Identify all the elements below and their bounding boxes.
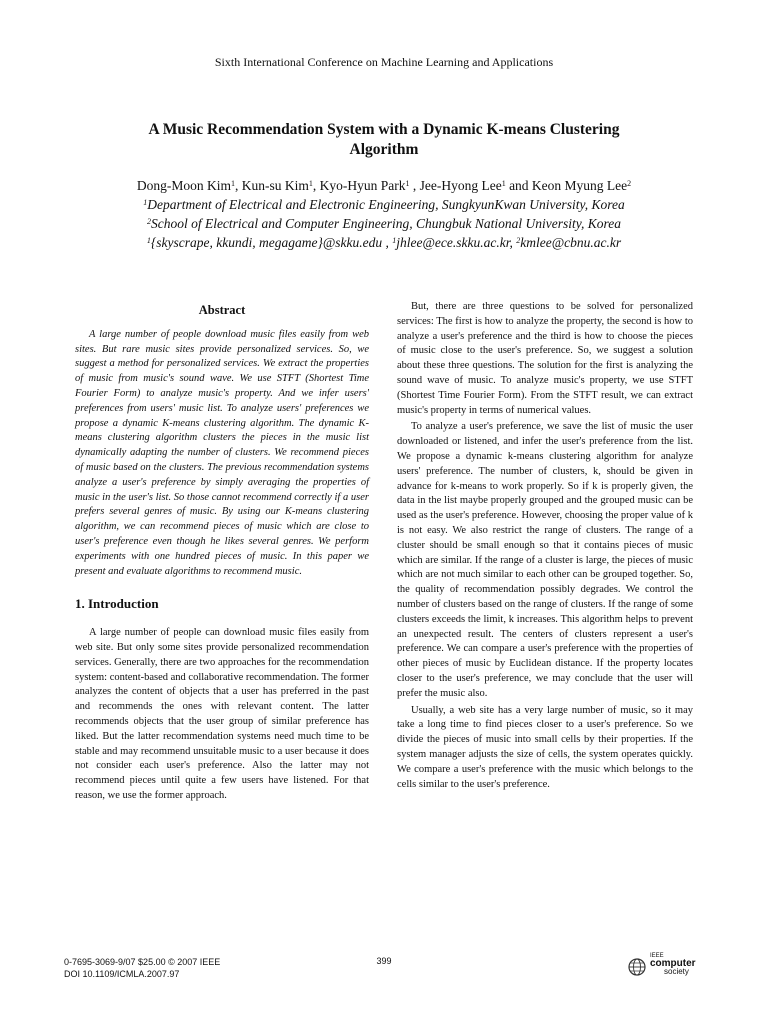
author-list — [40, 176, 728, 195]
email-sup: 1 — [392, 236, 397, 245]
author-sup: 2 — [627, 179, 632, 188]
title-line-1: A Music Recommendation System with a Dynamic K-means Clustering — [148, 121, 620, 138]
right-column — [397, 300, 693, 794]
affiliation-2 — [40, 214, 728, 233]
logo-line-3: society — [664, 967, 689, 976]
affiliation-text: Department of Electrical and Electronic Engineering, SungkyunKwan University, Korea — [147, 197, 625, 212]
affiliation-sup: 2 — [146, 217, 151, 226]
logo-line-2: computer — [650, 958, 696, 969]
author-sup: 1 — [230, 179, 235, 188]
affiliation-text: School of Electrical and Computer Engineering, Chungbuk National University, Korea — [150, 216, 622, 231]
logo-line-1: IEEE — [650, 953, 664, 959]
author-sup: 1 — [501, 179, 506, 188]
author-name: Dong-Moon Kim — [136, 178, 231, 193]
left-column — [75, 300, 369, 806]
intro-paragraph-3: To analyze a user's preference, we save the list of music the user downloaded or listened, and infer the user's preference from the list. We propose a dynamic k-means clustering algorithm for analyze users' preference. The number of clusters, k, should be given in advance for k-means to work properly. So if k is properly given, the data in the list maybe properly grouped and the grouped music can be used as the user's preference. However, choosing the proper value of k is not easy. We also restrict the range of clusters. The range of a cluster should be small enough so that it contains pieces of music which are similar. If the range of a cluster is large, the pieces of music which are not much similar to each other can be grouped together. So, the quality of recommendation possibly degrades. We control the number of clusters based on the range of clusters. If the range of some clusters exceeds the limit, k increases. This algorithm helps to prevent an unexpected result. The centers of clusters represent a user's preference. We can compare a user's preference with the properties of other pieces of music by Euclidean distance. If the property locates closer to the user's preference, we may conclude that the user will prefer the music also. — [397, 421, 693, 699]
author-sup: 1 — [405, 179, 410, 188]
ieee-computer-society-logo — [628, 950, 708, 980]
abstract-text: A large number of people download music files easily from web sites. But rare music sites provide personalized services. So, we suggest a method for personalized services. We extract the properties of music from music's sound wave. We use STFT (Shortest Time Fourier Form) to analyze music's property. And we infer users' preferences from users' music list. To analyze users' preferences we propose a dynamic K-means clustering algorithm. The dynamic K-means clustering algorithm clusters the pieces in the music list dynamically adapting the number of clusters. We recommend pieces of music based on the clusters. The previous recommendation systems analyze a user's preference by simply averaging the properties of music in the user's list. So those cannot recommend correctly if a user prefers several genres of music. By using our K-means clustering algorithm, we can recommend pieces of music which are close to user's preference even though he likes several genres. We perform experiments with one hundred pieces of music. In this paper we present and evaluate algorithms to recommend music. — [75, 328, 369, 577]
author-sup: 1 — [308, 179, 313, 188]
email-text: jhlee@ece.skku.ac.kr, — [396, 235, 517, 250]
email-sup: 1 — [146, 236, 151, 245]
logo-globe-icon — [628, 958, 646, 976]
footer-doi: DOI 10.1109/ICMLA.2007.97 — [64, 969, 180, 979]
author-name: and Keon Myung Lee — [505, 178, 628, 193]
email-text: kmlee@cbnu.ac.kr — [520, 235, 622, 250]
logo-text — [650, 952, 696, 976]
title-line-2: Algorithm — [349, 141, 419, 158]
author-name: , Jee-Hyong Lee — [409, 178, 502, 193]
conference-header: Sixth International Conference on Machine Learning and Applications — [214, 55, 554, 69]
footer-isbn: 0-7695-3069-9/07 $25.00 © 2007 IEEE — [64, 957, 221, 967]
paper-title — [70, 120, 698, 160]
email-sup: 2 — [516, 236, 521, 245]
author-block — [40, 176, 728, 252]
page-number: 399 — [376, 956, 392, 966]
intro-paragraph-4: Usually, a web site has a very large number of music, so it may take a long time to find pieces closer to a user's preference. So we divide the pieces of music into small cells by their properties. If the system manager adjusts the size of cells, the system operates quickly. We compare a user's preference with the music which belongs to the cells similar to the user's preference. — [397, 704, 693, 790]
email-line — [40, 233, 728, 252]
abstract-heading: Abstract — [198, 303, 246, 317]
intro-paragraph-1: A large number of people can download music files easily from web site. But only some sites provide personalized recommendation services. Generally, there are two approaches for the recommendation system: content-based and collaborative recommendation. The former analyzes the content of objects that a user has preferred in the past and recommends the ones with relevant content. The latter recommends objects that the user group of similar preference has liked. But the latter recommendation systems need much time to be stable and may recommend unsuitable music to a user because it does not consider each user's preference. Also the latter may not recommend pieces until quite a few users have listened. For that reason, we use the former approach. — [75, 627, 369, 801]
author-name: , Kun-su Kim — [234, 178, 309, 193]
author-name: , Kyo-Hyun Park — [312, 178, 406, 193]
intro-paragraph-2: But, there are three questions to be solved for personalized services: The first is how to analyze the property, the second is how to analyze a user's preference and the third is how to choose the pieces of music close to the user's preference. So, we suggest a solution about these three questions. The solution for the first is analyzing the sound wave of music. To analyze music's property, we use STFT (Shortest Time Fourier Form). From the STFT result, we can extract music's property in terms of numerical values. — [397, 301, 693, 416]
affiliation-sup: 1 — [143, 198, 148, 207]
email-text: {skyscrape, kkundi, megagame}@skku.edu , — [150, 235, 393, 250]
affiliation-1 — [40, 195, 728, 214]
introduction-heading: 1. Introduction — [75, 596, 159, 612]
